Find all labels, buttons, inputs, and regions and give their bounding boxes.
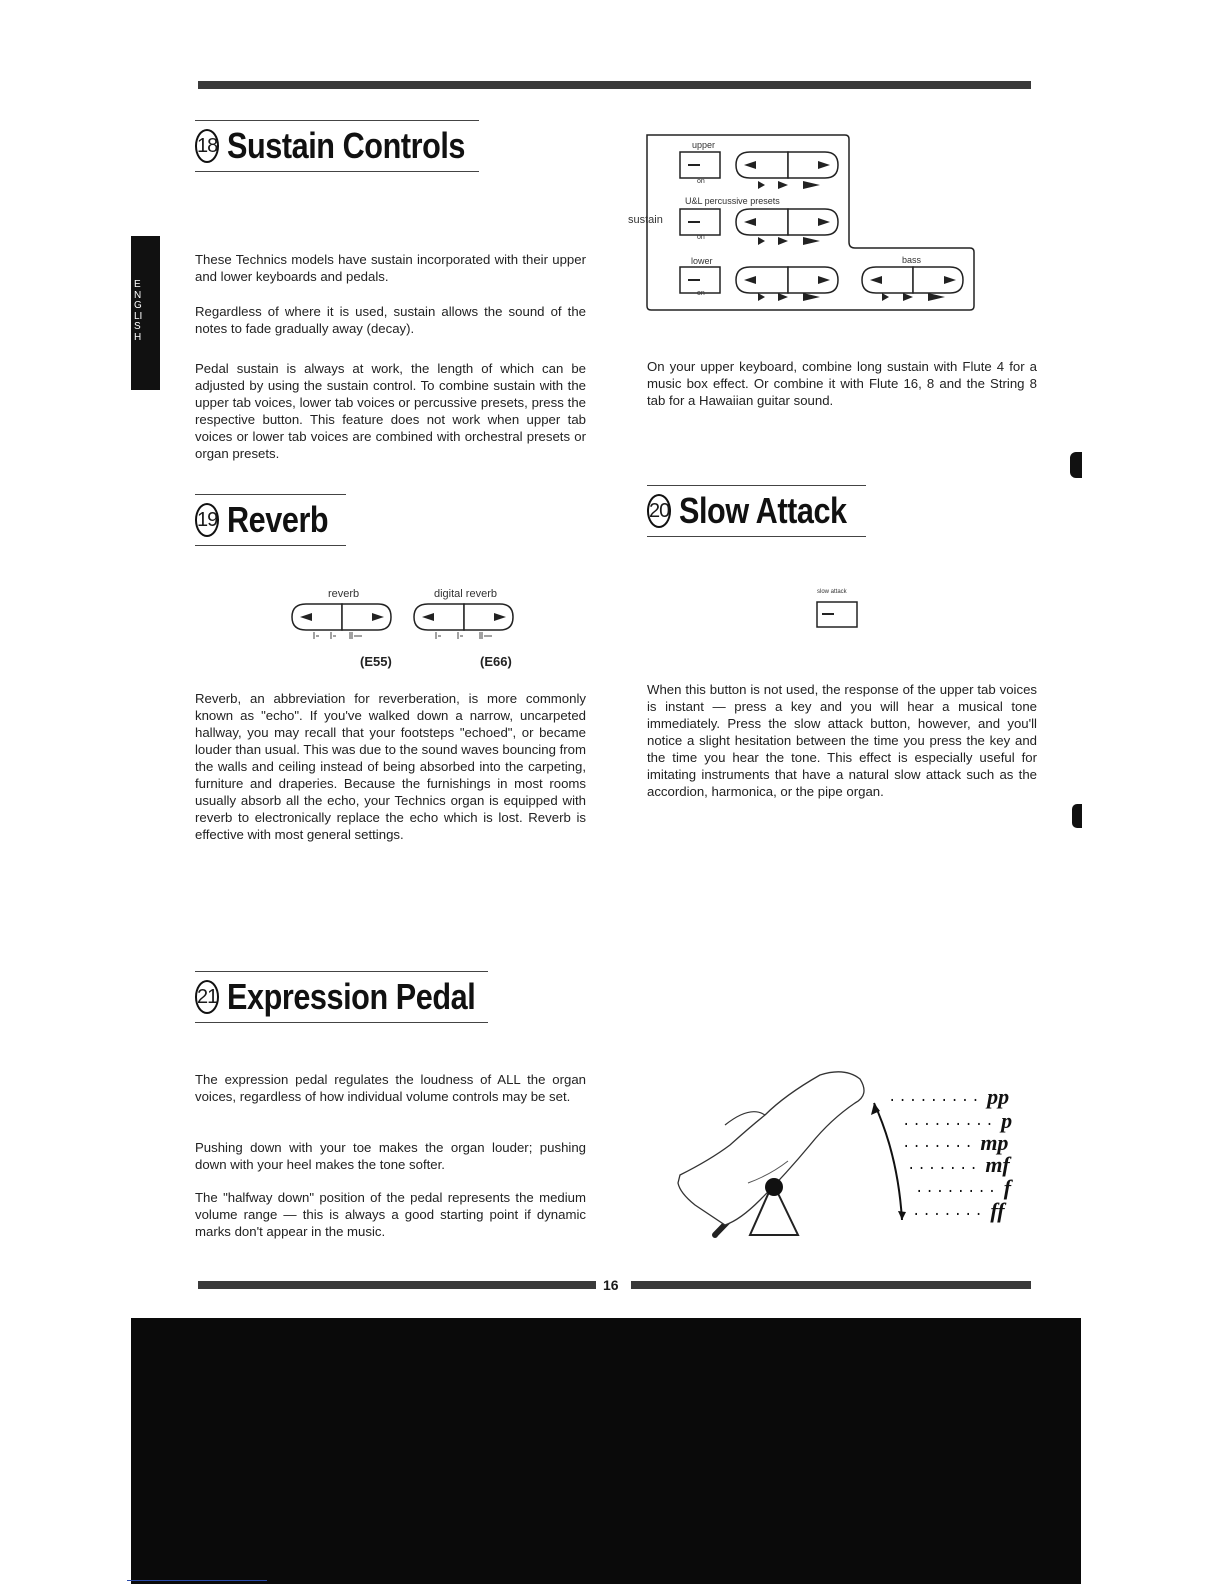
sustain-control-diagram — [620, 130, 980, 315]
top-rule — [198, 81, 1031, 89]
margin-mark-1 — [1070, 452, 1082, 478]
slow-attack-title: Slow Attack — [679, 490, 847, 531]
sustain-title: Sustain Controls — [227, 125, 466, 166]
expression-paragraph-2: Pushing down with your toe makes the organ louder; pushing down with your heel makes the tone softer. — [195, 1140, 586, 1172]
sustain-diagram-presets-label: U&L percussive presets — [685, 196, 780, 206]
page-number: 16 — [603, 1277, 619, 1293]
expression-paragraph-1: The expression pedal regulates the loudness of ALL the organ voices, regardless of how individual volume controls may be set. — [195, 1072, 586, 1104]
reverb-model-e55-label: (E55) — [360, 654, 392, 669]
margin-mark-2 — [1072, 804, 1082, 828]
expression-pedal-illustration — [670, 1065, 910, 1245]
bass-sustain-length-rocker[interactable] — [862, 267, 963, 293]
sustain-right-paragraph: On your upper keyboard, combine long sustain with Flute 4 for a music box effect. Or combine it with Flute 16, 8 and the String 8 tab for a Hawaiian guitar sound. — [647, 359, 1037, 408]
reverb-rocker-diagram — [288, 602, 520, 644]
slow-attack-button-diagram — [815, 600, 861, 630]
reverb-heading — [195, 494, 346, 546]
slow-attack-heading — [647, 485, 866, 537]
sustain-diagram-presets-on-label: on — [697, 234, 705, 241]
expression-section-number: 21 — [195, 980, 219, 1014]
expression-paragraph-3: The "halfway down" position of the pedal represents the medium volume range — this is always a good starting point if dynamic marks don't appear in the music. — [195, 1190, 586, 1239]
sustain-paragraph-1: These Technics models have sustain incorporated with their upper and lower keyboards and pedals. — [195, 252, 586, 284]
dynamic-mark-pp: ········· pp — [888, 1084, 1010, 1109]
upper-sustain-length-rocker[interactable] — [736, 152, 838, 178]
presets-sustain-length-rocker[interactable] — [736, 209, 838, 235]
bottom-rule-right — [631, 1281, 1031, 1289]
sustain-diagram-side-label: sustain — [628, 214, 663, 226]
dynamic-mark-p: ········· p — [902, 1108, 1013, 1133]
reverb-title: Reverb — [227, 499, 329, 540]
dynamic-mark-ff: ······· ff — [912, 1198, 1005, 1223]
bottom-link-underline — [127, 1580, 267, 1581]
sustain-diagram-lower-on-label: on — [697, 290, 705, 297]
sustain-heading — [195, 120, 479, 172]
slow-attack-paragraph: When this button is not used, the response of the upper tab voices is instant — press a key and you will hear a musical tone immediately. Press the slow attack button, however, and you'll notice a slight hesitation between the time you press the key and the time you hear the tone. This effect is especially useful for imitating instruments that have a natural slow attack such as the accordion, harmonica, or the pipe organ. — [647, 682, 1037, 799]
scan-black-region — [131, 1318, 1081, 1584]
sustain-section-number: 18 — [195, 129, 219, 163]
slow-attack-button-label: slow attack — [817, 589, 847, 595]
dynamic-mark-mp: ······· mp — [902, 1130, 1009, 1155]
reverb-section-number: 19 — [195, 503, 219, 537]
sustain-diagram-upper-on-label: on — [697, 178, 705, 185]
bottom-rule-left — [198, 1281, 596, 1289]
sustain-diagram-lower-label: lower — [691, 256, 713, 266]
language-side-tab-text: ENGLISH — [134, 279, 143, 343]
dynamic-mark-mf: ······· mf — [907, 1152, 1010, 1177]
lower-sustain-length-rocker[interactable] — [736, 267, 838, 293]
sustain-diagram-bass-label: bass — [902, 255, 922, 265]
expression-heading — [195, 971, 488, 1023]
expression-title: Expression Pedal — [227, 976, 476, 1017]
sustain-paragraph-2: Regardless of where it is used, sustain allows the sound of the notes to fade gradually away (decay). — [195, 304, 586, 336]
reverb-rocker[interactable] — [292, 604, 391, 630]
slow-attack-section-number: 20 — [647, 494, 671, 528]
dynamic-mark-f: ········ f — [915, 1175, 1012, 1200]
digital-reverb-rocker[interactable] — [414, 604, 513, 630]
sustain-paragraph-3: Pedal sustain is always at work, the length of which can be adjusted by using the sustain control. To combine sustain with the upper tab voices, lower tab voices or percussive presets, press the respective button. This feature does not work when upper tab voices or lower tab voices are combined with orchestral presets or organ presets. — [195, 361, 586, 461]
reverb-paragraph: Reverb, an abbreviation for reverberation, is more commonly known as "echo". If you've walked down a narrow, uncarpeted hallway, you may recall that your footsteps "echoed", or became louder than usual. This was due to the sound waves bouncing from the walls and ceiling instead of being absorbed into the carpeting, furniture and draperies. Because the furnishings in most rooms usually absorb all the echo, your Technics organ is equipped with reverb to electronically replace the echo which is lost. Reverb is effective with most general settings. — [195, 691, 586, 842]
reverb-model-e66-label: (E66) — [480, 654, 512, 669]
sustain-diagram-upper-label: upper — [692, 140, 716, 150]
digital-reverb-label: digital reverb — [434, 588, 497, 600]
reverb-label: reverb — [328, 588, 360, 600]
